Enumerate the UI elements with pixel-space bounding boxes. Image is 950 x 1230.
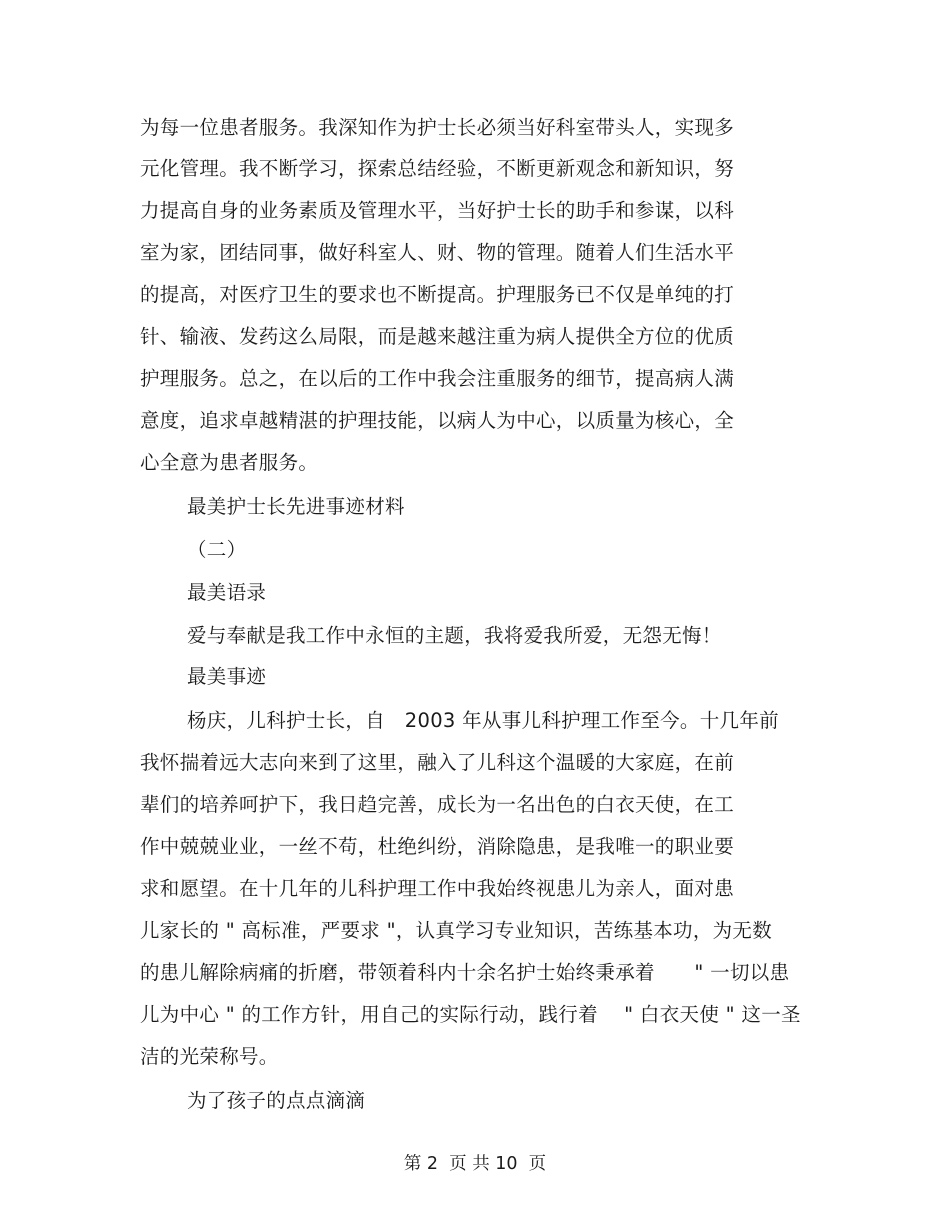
body-text-line: 我怀揣着远大志向来到了这里，融入了儿科这个温暖的大家庭，在前 bbox=[140, 751, 735, 774]
body-text-line: 辈们的培养呵护下，我日趋完善，成长为一名出色的白衣天使，在工 bbox=[140, 793, 735, 816]
body-text-line: 为每一位患者服务。我深知作为护士长必须当好科室带头人，实现多 bbox=[140, 116, 735, 139]
body-text-line: 针、输液、发药这么局限，而是越来越注重为病人提供全方位的优质 bbox=[140, 325, 735, 348]
subheading-deeds: 最美事迹 bbox=[187, 665, 267, 688]
body-text-line: 力提高自身的业务素质及管理水平，当好护士长的助手和参谋，以科 bbox=[140, 199, 735, 222]
body-text-line: 意度，追求卓越精湛的护理技能，以病人为中心，以质量为核心，全 bbox=[140, 409, 735, 432]
body-text-line: 元化管理。我不断学习，探索总结经验，不断更新观念和新知识，努 bbox=[140, 157, 735, 180]
subheading-text: 为了孩子的点点滴滴 bbox=[187, 1089, 366, 1112]
body-text-line: 护理服务。总之，在以后的工作中我会注重服务的细节，提高病人满 bbox=[140, 367, 735, 390]
body-text-line: 室为家，团结同事，做好科室人、财、物的管理。随着人们生活水平 bbox=[140, 241, 735, 264]
section-title: 最美护士长先进事迹材料 bbox=[187, 495, 405, 518]
body-text-line: 儿为中心 " 的工作方针，用自己的实际行动，践行着 " 白衣天使 " 这一圣 bbox=[140, 1003, 801, 1026]
page-number-footer: 第 2 页 共 10 页 bbox=[403, 1154, 547, 1174]
body-text-line: 儿家长的 " 高标准，严要求 "，认真学习专业知识，苦练基本功，为无数 bbox=[140, 919, 773, 942]
body-text-line: 洁的光荣称号。 bbox=[140, 1045, 279, 1068]
body-text-line: 的提高，对医疗卫生的要求也不断提高。护理服务已不仅是单纯的打 bbox=[140, 283, 735, 306]
body-text-line: 作中兢兢业业，一丝不苟，杜绝纠纷，消除隐患，是我唯一的职业要 bbox=[140, 835, 735, 858]
body-text-line: 的患儿解除病痛的折磨，带领着科内十余名护士始终秉承着 " 一切以患 bbox=[140, 961, 790, 984]
body-text-line: 心全意为患者服务。 bbox=[140, 451, 319, 474]
quote-text: 爱与奉献是我工作中永恒的主题，我将爱我所爱，无怨无悔！ bbox=[187, 624, 722, 647]
body-text-line: 求和愿望。在十几年的儿科护理工作中我始终视患儿为亲人，面对患 bbox=[140, 877, 735, 900]
subheading-quote: 最美语录 bbox=[187, 581, 267, 604]
body-text-line: 杨庆，儿科护士长，自 2003 年从事儿科护理工作至今。十几年前 bbox=[187, 709, 779, 732]
section-number: （二） bbox=[187, 538, 247, 561]
